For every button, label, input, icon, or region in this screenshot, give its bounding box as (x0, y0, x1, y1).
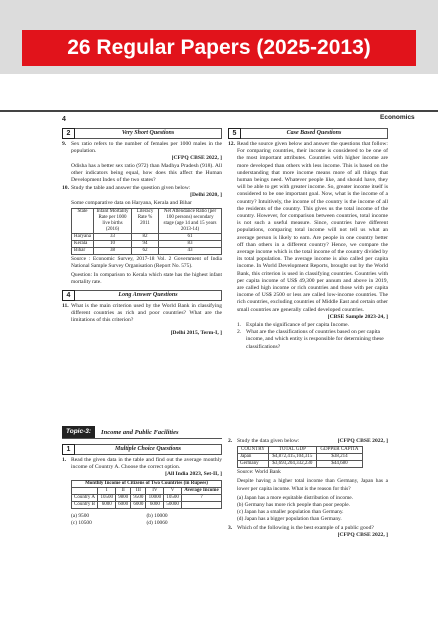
answer-options (237, 495, 388, 524)
question-text (237, 525, 388, 539)
right-column (228, 128, 388, 351)
topic-heading (62, 426, 222, 438)
option-c[interactable]: (c) 10500 (71, 519, 92, 526)
question-number: 12. (228, 141, 235, 147)
section-case-based (228, 128, 388, 139)
topic-rule (62, 438, 222, 439)
table-source: Source : Economic Survey, 2017-18 Vol. 2 Government of India National Sample Survey Organisation (Report No. 575). (71, 255, 222, 270)
table-header (72, 487, 98, 494)
question-2-detail: Despite having a higher total income than Germany, Japan has a lower per capita income. What is the reason for this? (237, 478, 388, 492)
option-a[interactable]: (a) Japan has a more equitable distribution of income. (237, 494, 354, 501)
option-a[interactable]: (a) 9500 (71, 512, 90, 519)
question-3 (228, 525, 388, 539)
table-cell: $3,693,204,332,230 (268, 461, 316, 468)
question-body: Study the data given below: (237, 438, 300, 444)
section-long-answer (62, 290, 222, 301)
table-cell: Country B (72, 501, 98, 508)
question-10 (62, 185, 222, 207)
table-header: I (98, 487, 116, 494)
table-cell: Haryana (72, 233, 94, 240)
table-row (72, 247, 222, 254)
mcq-block (62, 444, 222, 527)
question-source: [CFPQ CBSE 2022, ] (171, 155, 222, 162)
answer-options (71, 513, 222, 527)
right-lower-block (228, 438, 388, 540)
gdp-table (237, 446, 363, 468)
question-source: [CFPQ CBSE 2022, ] (337, 531, 388, 538)
question-source: [Delhi 2015, Term-I, ] (170, 330, 222, 337)
sub-question-number: 2. (237, 329, 242, 336)
topic-badge: Topic-3: (62, 426, 95, 438)
question-body: What is the main criterion used by the World Bank in classifying different countries as rich and poor countries? What are the limitations of this criterion? (71, 302, 222, 324)
table-cell: 6000 (98, 501, 116, 508)
table-cell: 61 (159, 233, 222, 240)
table-header: IV (146, 487, 164, 494)
table-header: III (131, 487, 146, 494)
table-cell: $38,214 (316, 454, 362, 461)
section-number: 4 (62, 290, 75, 301)
table-header: V (164, 487, 182, 494)
table-cell: Kerala (72, 240, 94, 247)
question-text (71, 185, 222, 207)
table-row (72, 494, 222, 501)
table-cell: 9500 (131, 494, 146, 501)
question-source: [Delhi 2020, ] (190, 192, 222, 199)
table-cell: 94 (132, 240, 159, 247)
table-source: Source: World Bank (237, 469, 281, 476)
table-cell: 6000 (116, 501, 131, 508)
option-d[interactable]: (d) 10060 (146, 519, 168, 526)
table-row (238, 461, 363, 468)
table-cell: $44,680 (316, 461, 362, 468)
table-cell: 62 (132, 247, 159, 254)
table-cell: Country A (72, 494, 98, 501)
section-number: 2 (62, 128, 75, 139)
table-cell: ? (181, 494, 221, 501)
table-header: GDPPER CAPITA (316, 447, 362, 454)
question-number: 1. (62, 457, 67, 463)
question-body: Read the source given below and answer the questions that follow: For comparing countries, their income is considered to be one of the most important attributes. Countries with higher income are more developed than others with less income. This is based on the understanding that more income means more of all things that human beings need. Whatever people like, and should have, they will be able to get with greater income. So, greater income itself is considered to be one important goal. Now, what is the income of a country? Intuitively, the income of the country is the income of all the residents of the country. This gives us the total income of the country. However, for comparison between countries, total income is not such a useful measure. Since, countries have different populations, comparing total income will not tell us what an average person is likely to earn. Are people in one country better off than others in a different country? Hence, we compare the average income which is the total income of the country divided by its total population. The average income is also called per capita income. In World Development Reports, brought out by the World Bank, this criterion is used in classifying countries. Countries with per capita income of US$ 49,300 per annum and above in 2019, are called high income or rich countries and those with per capita income of US$ 2500 or less are called low-income countries. The rich countries, excluding countries of Middle East and certain other small countries are generally called developed countries. (237, 141, 388, 313)
sub-question-text: What are the classifications of countries based on per capita income, and which entity is responsible for determining these classifications? (246, 329, 384, 350)
topic-title: Income and Public Facilities (101, 428, 179, 436)
table-cell: 83 (159, 240, 222, 247)
question-number: 11. (62, 302, 69, 309)
question-number: 2. (228, 438, 233, 444)
table-header: Infant Mortality Rate per 1000 live births (2016) (94, 208, 132, 233)
question-2 (228, 438, 388, 445)
table-header: Average Income (181, 487, 221, 494)
table-cell: 6000 (146, 501, 164, 508)
question-text (71, 141, 222, 184)
question-source: [CBSE Sample 2023-24, ] (327, 313, 388, 320)
option-c[interactable]: (c) Japan has a smaller population than Germany. (237, 509, 344, 516)
question-body: Sex ratio refers to the number of females per 1000 males in the population. (71, 141, 222, 155)
state-data-table (71, 208, 222, 255)
table-cell: Germany (238, 461, 269, 468)
question-11 (62, 303, 222, 338)
section-title: Case Based Questions (241, 128, 388, 139)
table-cell: $4,872,415,104,315 (268, 454, 316, 461)
table-cell: 50000 (164, 501, 182, 508)
left-column (62, 128, 222, 338)
table-cell (181, 501, 221, 508)
question-text (237, 438, 388, 445)
table-cell: 82 (132, 233, 159, 240)
question-body: Read the given data in the table and find out the average monthly income of Country A. Choose the correct option. (71, 457, 222, 471)
banner-title: 26 Regular Papers (2025-2013) (22, 30, 416, 66)
question-source: [All India 2023, Set-II, ] (165, 471, 222, 478)
table-cell: 10500 (164, 494, 182, 501)
section-mcq (62, 444, 222, 455)
table-cell: 33 (94, 233, 132, 240)
section-title: Very Short Questions (75, 128, 222, 139)
question-10-prompt: Question: In comparison to Kerala which state has the highest infant mortality rate. (71, 272, 222, 286)
section-title: Long Answer Questions (75, 290, 222, 301)
question-body: Study the table and answer the question given below: (71, 185, 191, 192)
question-detail: Odisha has a better sex ratio (972) than Madhya Pradesh (918). All other indicators being equal, how does this affect the Human Development Index of the two states? (71, 162, 222, 184)
header-rule (0, 110, 438, 112)
table-title: Monthly Income of Citizens of Two Countries (in Rupees) (72, 480, 222, 487)
page-number: 4 (62, 116, 66, 123)
subject-label: Economics (380, 114, 415, 121)
table-cell: 6000 (131, 501, 146, 508)
banner (0, 0, 438, 74)
section-title: Multiple Choice Questions (75, 444, 222, 455)
table-header: Literacy Rate % 2011 (132, 208, 159, 233)
table-cell: Bihar (72, 247, 94, 254)
table-cell: 43 (159, 247, 222, 254)
question-source: [CFPQ CBSE 2022, ] (337, 438, 388, 444)
table-header: State (72, 208, 94, 233)
table-row (238, 454, 363, 461)
page (0, 74, 438, 640)
option-b[interactable]: (b) 10000 (146, 512, 168, 519)
question-text (71, 303, 222, 338)
option-d[interactable]: (d) Japan has a bigger population than Germany. (237, 516, 342, 523)
table-row (72, 233, 222, 240)
option-b[interactable]: (b) Germany has more rich people than poor people. (237, 502, 351, 509)
question-text (237, 141, 388, 321)
question-text (71, 457, 222, 479)
table-cell: 9800 (116, 494, 131, 501)
table-cell: Japan (238, 454, 269, 461)
section-number: 1 (62, 444, 75, 455)
table-row (72, 501, 222, 508)
table-cell: 38 (94, 247, 132, 254)
table-cell: 10000 (146, 494, 164, 501)
question-1 (62, 457, 222, 479)
income-table (71, 480, 222, 509)
question-number: 10. (62, 185, 69, 192)
question-number: 3. (228, 524, 233, 531)
section-very-short (62, 128, 222, 139)
question-body: Which of the following is the best example of a public good? (237, 524, 374, 531)
table-intro: Some comparative data on Haryana, Kerala and Bihar (71, 199, 192, 206)
table-header: Net Attendance Ratio (per 100 persons) secondary stage (age 14 and 15 years 2013-14) (159, 208, 222, 233)
table-cell: 10500 (98, 494, 116, 501)
question-number: 9. (62, 141, 67, 147)
table-row (72, 240, 222, 247)
sub-question-number: 1. (237, 322, 242, 329)
table-header: TOTAL GDP (268, 447, 316, 454)
table-header: II (116, 487, 131, 494)
question-9 (62, 141, 222, 184)
table-cell: 10 (94, 240, 132, 247)
table-header: COUNTRY (238, 447, 269, 454)
question-12 (228, 141, 388, 321)
sub-question (237, 329, 388, 351)
section-number: 5 (228, 128, 241, 139)
sub-question-text: Explain the significance of per capita Income. (246, 322, 349, 329)
